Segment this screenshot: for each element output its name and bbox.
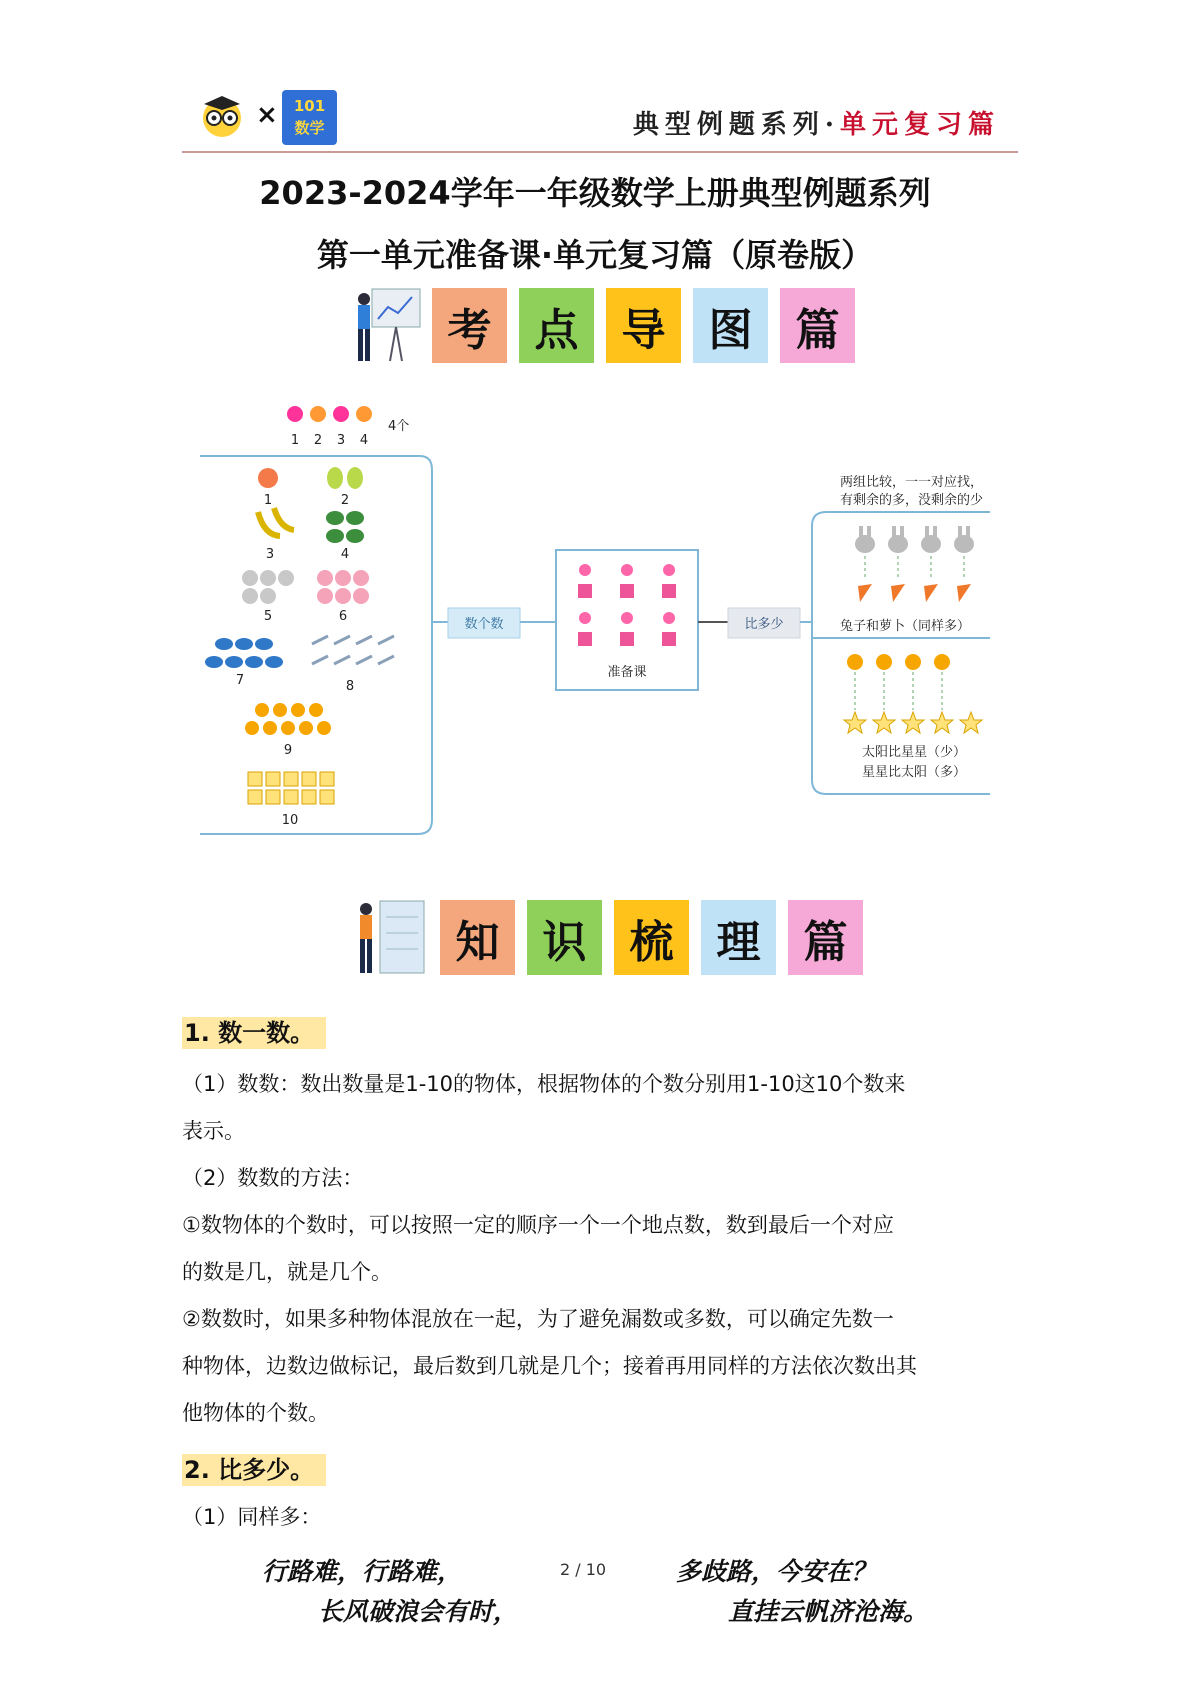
mindmap-sun-caption-1: 太阳比星星（少） [862, 745, 967, 760]
s2-p1: （1）同样多： [182, 1505, 322, 1529]
poem-line-l2: 长风破浪会有时， [318, 1597, 519, 1626]
banner1-tile-3: 导 [606, 288, 681, 363]
page-number: 2 / 10 [560, 1560, 607, 1579]
bananas-icon [258, 508, 294, 536]
poem-line-r1: 多歧路，今安在？ [676, 1557, 877, 1586]
section2-heading-wrap [182, 1450, 326, 1485]
count-3: 3 [336, 433, 346, 448]
doc-title-line1: 2023-2024学年一年级数学上册典型例题系列 [259, 174, 931, 212]
number-1: 1 [263, 493, 273, 508]
series-suffix: 单元复习篇 [839, 110, 1000, 140]
rabbits-icon [855, 526, 974, 553]
section2-heading: 2. 比多少。 [182, 1454, 326, 1486]
poem-line-r2: 直挂云帆济沧海。 [728, 1597, 929, 1626]
header-divider [182, 151, 1018, 153]
banner2-tile-3: 梳 [614, 900, 689, 975]
count-4: 4 [359, 433, 369, 448]
peach-icon [258, 468, 278, 488]
mindmap-note-1: 两组比较，一一对应找， [840, 475, 984, 490]
brand-101-logo: 101 数学 [282, 90, 337, 145]
banner2-tile-2: 识 [527, 900, 602, 975]
carrots-icon [858, 584, 971, 602]
mindmap-diagram [200, 400, 1020, 850]
mindmap-rabbit-caption: 兔子和萝卜（同样多） [840, 619, 971, 634]
series-prefix: 典型例题系列· [632, 110, 840, 140]
mindmap-center: 准备课 [607, 665, 647, 680]
poem-line-l1: 行路难，行路难， [262, 1557, 463, 1586]
number-4: 4 [340, 547, 350, 562]
number-8: 8 [345, 679, 355, 694]
banner1-tile-5: 篇 [780, 288, 855, 363]
section1-body [182, 1061, 1018, 1437]
s1-p2: （2）数数的方法： [182, 1166, 364, 1190]
presenter-figure-icon [350, 285, 425, 365]
section2-body [182, 1494, 1018, 1541]
count-label: 4个 [388, 419, 410, 434]
whales-icon [205, 638, 283, 668]
number-3: 3 [265, 547, 275, 562]
number-10: 10 [281, 813, 299, 828]
banner2-tile-1: 知 [440, 900, 515, 975]
number-7: 7 [235, 673, 245, 688]
owl-logo-icon [198, 90, 246, 138]
stars-ten-icon [248, 772, 334, 804]
stars-icon [844, 712, 982, 733]
number-9: 9 [283, 743, 293, 758]
section1-heading: 1. 数一数。 [182, 1017, 326, 1049]
banner2-tile-5: 篇 [788, 900, 863, 975]
series-title [633, 104, 1000, 141]
pears-icon [327, 467, 363, 489]
mindmap-sun-caption-2: 星星比太阳（多） [862, 765, 967, 780]
s1-p3b: 的数是几，就是几个。 [182, 1260, 392, 1284]
times-symbol: × [256, 100, 278, 130]
mindmap-left-branch: 数个数 [464, 617, 504, 632]
number-2: 2 [340, 493, 350, 508]
turtles-icon [326, 511, 364, 543]
banner1-tile-1: 考 [432, 288, 507, 363]
planes-icon [312, 636, 394, 664]
pigs-icon [317, 570, 369, 604]
mindmap-right-branch: 比多少 [744, 617, 784, 632]
banner2-tile-4: 理 [701, 900, 776, 975]
count-1: 1 [290, 433, 300, 448]
number-5: 5 [263, 609, 273, 624]
suns-icon [847, 654, 950, 670]
number-6: 6 [338, 609, 348, 624]
suns-nine-icon [245, 703, 331, 735]
banner1-tile-4: 图 [693, 288, 768, 363]
banner-knowledge [440, 900, 863, 975]
s1-p4c: 他物体的个数。 [182, 1401, 329, 1425]
banner-mindmap [432, 288, 855, 363]
banner1-tile-2: 点 [519, 288, 594, 363]
s1-p4b: 种物体，边数边做标记，最后数到几就是几个；接着再用同样的方法依次数出其 [182, 1354, 917, 1378]
lollipops-icon [287, 406, 372, 422]
doc-title-line2: 第一单元准备课·单元复习篇（原卷版） [316, 236, 874, 274]
section1-heading-wrap [182, 1013, 326, 1048]
s1-p4a: ②数数时，如果多种物体混放在一起，为了避免漏数或多数，可以确定先数一 [182, 1307, 894, 1331]
mindmap-note-2: 有剩余的多，没剩余的少 [840, 493, 984, 508]
s1-p1b: 表示。 [182, 1119, 245, 1143]
s1-p3a: ①数物体的个数时，可以按照一定的顺序一个一个地点数，数到最后一个对应 [182, 1213, 894, 1237]
s1-p1a: （1）数数：数出数量是1-10的物体，根据物体的个数分别用1-10这10个数来 [182, 1072, 906, 1096]
count-2: 2 [313, 433, 323, 448]
presenter-figure-icon-2 [350, 897, 428, 979]
mice-icon [242, 570, 294, 604]
